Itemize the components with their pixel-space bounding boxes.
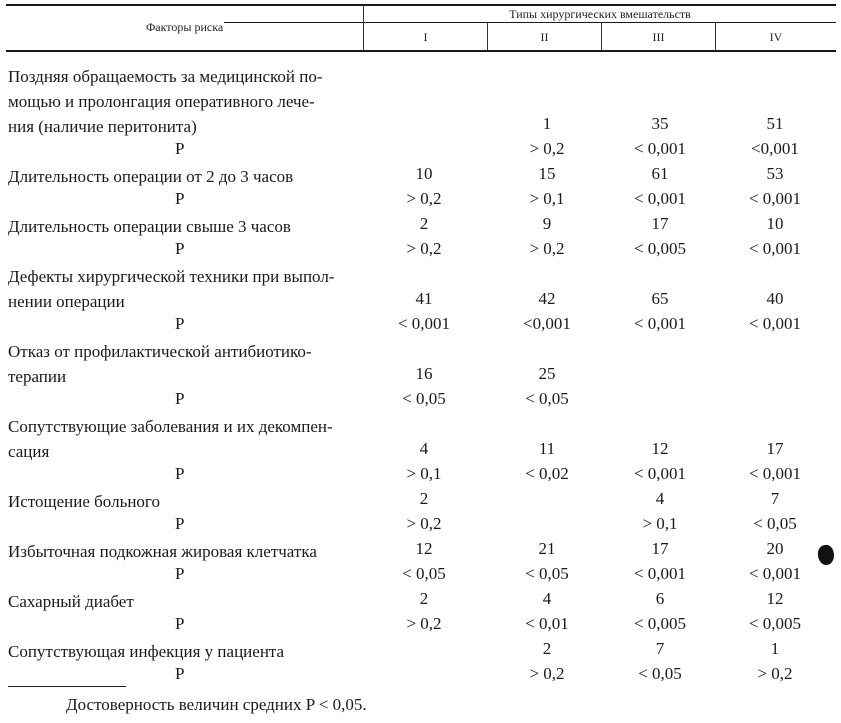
p-value-cell: < 0,05 (753, 514, 797, 533)
count-cell: 1 (770, 639, 780, 658)
p-value-cell: > 0,1 (406, 464, 442, 483)
p-value-cell: > 0,2 (529, 139, 565, 158)
p-value-cell: > 0,1 (529, 189, 565, 208)
p-value-label: P (175, 239, 185, 258)
p-value-cell: < 0,001 (633, 314, 687, 333)
p-value-cell: < 0,001 (633, 464, 687, 483)
p-value-cell: < 0,005 (748, 614, 802, 633)
count-cell: 65 (651, 289, 669, 308)
p-value-cell: > 0,2 (529, 664, 565, 683)
count-cell: 53 (766, 164, 784, 183)
p-value-label: P (175, 139, 185, 158)
risk-factor-label: Сопутствующая инфекция у пациента (8, 642, 285, 661)
risk-factor-label: Сопутствующие заболевания и их декомпен- (8, 417, 333, 436)
count-cell: 17 (651, 539, 669, 558)
header-bottom-rule (6, 50, 836, 52)
p-value-cell: <0,001 (523, 314, 571, 333)
p-value-cell: < 0,001 (633, 189, 687, 208)
p-value-label: P (175, 464, 185, 483)
count-cell: 1 (542, 114, 552, 133)
footnote: Достоверность величин средних P < 0,05. (66, 695, 367, 714)
risk-factor-label: Избыточная подкожная жировая клетчатка (8, 542, 317, 561)
count-cell: 51 (766, 114, 784, 133)
risk-factor-label: Отказ от профилактической антибиотико- (8, 342, 312, 361)
count-cell: 16 (415, 364, 433, 383)
count-cell: 11 (538, 439, 556, 458)
risk-factor-label: Сахарный диабет (8, 592, 134, 611)
p-value-cell: < 0,001 (748, 314, 802, 333)
header-col-2: II (540, 30, 549, 44)
p-value-cell: < 0,05 (525, 564, 569, 583)
count-cell: 42 (538, 289, 556, 308)
p-value-label: P (175, 664, 185, 683)
p-value-cell: < 0,001 (633, 564, 687, 583)
risk-factor-label: мощью и пролонгация оперативного лече- (8, 92, 315, 111)
p-value-cell: < 0,001 (633, 139, 687, 158)
count-cell: 21 (538, 539, 556, 558)
p-value-cell: > 0,2 (406, 614, 442, 633)
header-factors: Факторы риска (145, 20, 224, 34)
p-value-cell: < 0,01 (525, 614, 569, 633)
p-value-label: P (175, 614, 185, 633)
p-value-cell: < 0,005 (633, 614, 687, 633)
p-value-cell: < 0,001 (748, 564, 802, 583)
p-value-label: P (175, 189, 185, 208)
p-value-cell: <0,001 (751, 139, 799, 158)
risk-factor-label: Истощение больного (8, 492, 160, 511)
count-cell: 12 (651, 439, 669, 458)
count-cell: 7 (770, 489, 780, 508)
risk-factor-label: Длительность операции от 2 до 3 часов (8, 167, 294, 186)
p-value-label: P (175, 389, 185, 408)
footnote-rule (8, 686, 126, 687)
count-cell: 25 (538, 364, 556, 383)
p-value-cell: > 0,2 (406, 189, 442, 208)
count-cell: 40 (766, 289, 784, 308)
p-value-cell: < 0,005 (633, 239, 687, 258)
count-cell: 2 (419, 589, 429, 608)
risk-factor-label: Длительность операции свыше 3 часов (8, 217, 291, 236)
p-value-cell: > 0,2 (406, 514, 442, 533)
count-cell: 15 (538, 164, 556, 183)
count-cell: 12 (415, 539, 433, 558)
count-cell: 4 (419, 439, 429, 458)
count-cell: 12 (766, 589, 784, 608)
count-cell: 2 (419, 489, 429, 508)
count-cell: 35 (651, 114, 669, 133)
risk-factor-label: Дефекты хирургической техники при выпол- (8, 267, 335, 286)
p-value-label: P (175, 514, 185, 533)
count-cell: 10 (415, 164, 433, 183)
p-value-cell: < 0,05 (402, 389, 446, 408)
risk-factor-label: терапии (8, 367, 67, 386)
header-col-3: III (652, 30, 665, 44)
risk-factor-label: сация (8, 442, 50, 461)
risk-factor-label: ния (наличие перитонита) (8, 117, 197, 136)
count-cell: 41 (415, 289, 433, 308)
p-value-cell: < 0,001 (748, 464, 802, 483)
risk-factor-label: нении операции (8, 292, 125, 311)
count-cell: 2 (419, 214, 429, 233)
p-value-cell: < 0,001 (748, 189, 802, 208)
count-cell: 6 (655, 589, 665, 608)
p-value-cell: < 0,05 (638, 664, 682, 683)
count-cell: 9 (542, 214, 552, 233)
count-cell: 4 (655, 489, 665, 508)
table-top-rule (6, 4, 836, 6)
header-col-4: IV (769, 30, 783, 44)
count-cell: 17 (766, 439, 784, 458)
p-value-cell: < 0,05 (525, 389, 569, 408)
p-value-cell: > 0,2 (406, 239, 442, 258)
count-cell: 10 (766, 214, 784, 233)
header-col-1: I (423, 30, 428, 44)
risk-factor-label: Поздняя обращаемость за медицинской по- (8, 67, 323, 86)
p-value-cell: > 0,1 (642, 514, 678, 533)
count-cell: 20 (766, 539, 784, 558)
p-value-label: P (175, 314, 185, 333)
count-cell: 7 (655, 639, 665, 658)
count-cell: 4 (542, 589, 552, 608)
p-value-cell: > 0,2 (529, 239, 565, 258)
count-cell: 17 (651, 214, 669, 233)
count-cell: 2 (542, 639, 552, 658)
p-value-cell: > 0,2 (757, 664, 793, 683)
p-value-cell: < 0,05 (402, 564, 446, 583)
p-value-cell: < 0,02 (525, 464, 569, 483)
p-value-cell: < 0,001 (748, 239, 802, 258)
count-cell: 61 (651, 164, 669, 183)
header-group: Типы хирургических вмешательств (509, 7, 691, 21)
p-value-label: P (175, 564, 185, 583)
p-value-cell: < 0,001 (397, 314, 451, 333)
